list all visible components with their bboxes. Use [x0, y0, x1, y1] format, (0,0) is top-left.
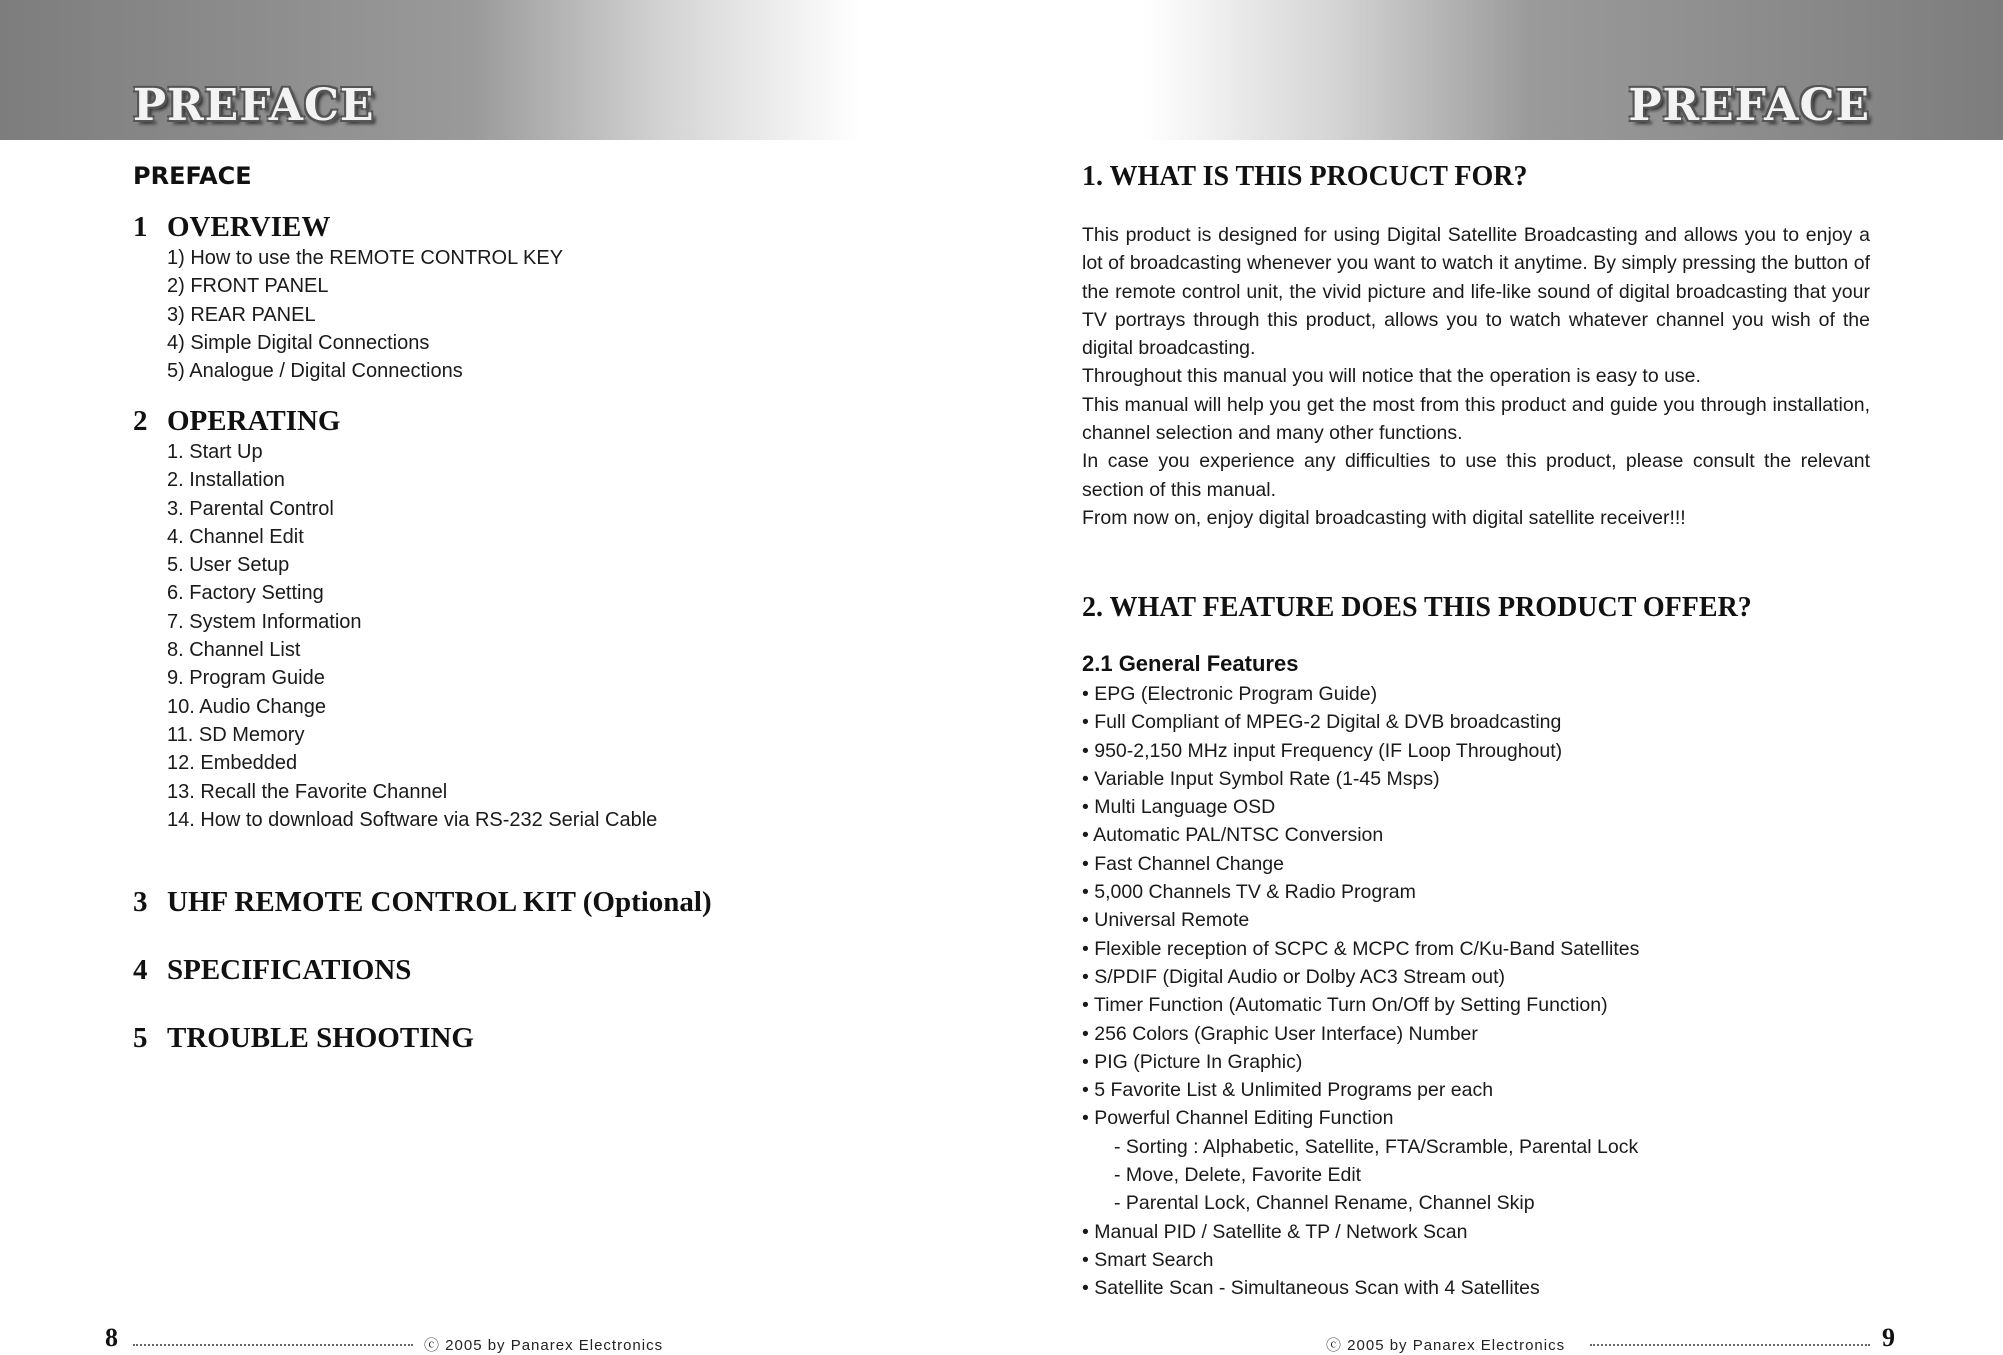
toc-section-number: 1 [133, 211, 148, 243]
feature-item: • Smart Search [1082, 1248, 1214, 1271]
toc-section-specifications[interactable] [133, 954, 411, 987]
feature-item: • Satellite Scan - Simultaneous Scan with 4 Satellites [1082, 1277, 1540, 1300]
header-band-right [1143, 0, 2003, 140]
toc-section-title: OPERATING [167, 405, 341, 437]
toc-item[interactable]: 4. Channel Edit [167, 525, 304, 548]
header-title-left: PREFACE [133, 80, 375, 131]
section2-title: 2. WHAT FEATURE DOES THIS PRODUCT OFFER? [1082, 592, 1752, 623]
paragraph: In case you experience any difficulties to use this product, please consult the relevant section of this manual. [1082, 450, 1870, 501]
toc-section-title: UHF REMOTE CONTROL KIT (Optional) [167, 886, 712, 918]
feature-item: • 950-2,150 MHz input Frequency (IF Loop Throughout) [1082, 739, 1563, 762]
footer-divider-left [133, 1344, 413, 1346]
toc-list-operating [167, 438, 657, 834]
toc-item[interactable]: 7. System Information [167, 610, 362, 633]
feature-item: • EPG (Electronic Program Guide) [1082, 683, 1378, 705]
feature-list [1082, 680, 1639, 1303]
toc-section-number: 4 [133, 954, 148, 986]
toc-heading: PREFACE [133, 162, 252, 190]
header-band-left [0, 0, 860, 140]
toc-item[interactable]: 10. Audio Change [167, 695, 327, 718]
toc-item[interactable]: 5. User Setup [167, 554, 290, 577]
page-number-right: 9 [1882, 1323, 1895, 1352]
toc-item[interactable]: 8. Channel List [167, 639, 301, 662]
toc-item[interactable]: 13. Recall the Favorite Channel [167, 780, 448, 803]
feature-item: • PIG (Picture In Graphic) [1082, 1050, 1303, 1073]
subsection-title: 2.1 General Features [1082, 651, 1299, 676]
feature-item: • Universal Remote [1082, 909, 1250, 932]
paragraph: Throughout this manual you will notice that the operation is easy to use. [1082, 365, 1701, 388]
feature-item: • Variable Input Symbol Rate (1-45 Msps) [1082, 767, 1440, 790]
toc-section-trouble-shooting[interactable] [133, 1022, 474, 1055]
toc-item[interactable]: 9. Program Guide [167, 667, 325, 690]
toc-item[interactable]: 12. Embedded [167, 752, 298, 775]
feature-item: • Flexible reception of SCPC & MCPC from C/Ku-Band Satellites [1082, 937, 1640, 960]
feature-item: • Full Compliant of MPEG-2 Digital & DVB broadcasting [1082, 711, 1562, 734]
feature-subitem: - Move, Delete, Favorite Edit [1114, 1164, 1362, 1187]
feature-subitem: - Parental Lock, Channel Rename, Channel Skip [1114, 1192, 1535, 1215]
copyright-right: ⓒ 2005 by Panarex Electronics [1326, 1337, 1566, 1354]
feature-item: • Fast Channel Change [1082, 852, 1284, 875]
toc-section-number: 3 [133, 886, 148, 918]
feature-subitem: - Sorting : Alphabetic, Satellite, FTA/Scramble, Parental Lock [1114, 1135, 1639, 1158]
toc-section-operating[interactable] [133, 405, 340, 438]
toc-item[interactable]: 14. How to download Software via RS-232 Serial Cable [167, 808, 658, 831]
copyright-left: ⓒ 2005 by Panarex Electronics [424, 1337, 664, 1354]
toc-section-title: SPECIFICATIONS [167, 954, 412, 986]
feature-item: • Powerful Channel Editing Function [1082, 1107, 1394, 1130]
feature-item: • 5,000 Channels TV & Radio Program [1082, 881, 1416, 904]
toc-item[interactable]: 3) REAR PANEL [167, 303, 316, 326]
toc-item[interactable]: 3. Parental Control [167, 497, 334, 520]
toc-section-number: 2 [133, 405, 148, 437]
paragraph: From now on, enjoy digital broadcasting with digital satellite receiver!!! [1082, 506, 1686, 529]
toc-section-number: 5 [133, 1022, 148, 1054]
toc-section-title: TROUBLE SHOOTING [167, 1022, 474, 1054]
toc-item[interactable]: 6. Factory Setting [167, 582, 324, 605]
footer-divider-right [1590, 1344, 1870, 1346]
feature-item: • Multi Language OSD [1082, 796, 1276, 819]
paragraph: This product is designed for using Digital Satellite Broadcasting and allows you to enjoy a lot of broadcasting whenever you want to watch it anytime. By simply pressing the button of the remote control unit, the vivid picture and life-like sound of digital broadcasting that your TV portrays through this product, allows you to watch whatever channel you wish of the digital broadcasting. [1082, 224, 1870, 360]
toc-item[interactable]: 1) How to use the REMOTE CONTROL KEY [167, 247, 564, 269]
feature-item: • 256 Colors (Graphic User Interface) Number [1082, 1022, 1478, 1045]
paragraph: This manual will help you get the most from this product and guide you through installation, channel selection and many other functions. [1082, 393, 1870, 445]
page-number-left: 8 [105, 1323, 118, 1352]
section1-title: 1. WHAT IS THIS PROCUCT FOR? [1082, 161, 1528, 192]
toc-item[interactable]: 4) Simple Digital Connections [167, 331, 430, 354]
feature-item: • Manual PID / Satellite & TP / Network Scan [1082, 1220, 1468, 1243]
toc-section-uhf-remote[interactable] [133, 886, 712, 919]
section1-body [1082, 221, 1870, 532]
toc-item[interactable]: 11. SD Memory [167, 723, 305, 746]
feature-item: • Timer Function (Automatic Turn On/Off by Setting Function) [1082, 994, 1608, 1017]
toc-item[interactable]: 1. Start Up [167, 441, 263, 463]
toc-item[interactable]: 2) FRONT PANEL [167, 275, 329, 298]
feature-item: • S/PDIF (Digital Audio or Dolby AC3 Stream out) [1082, 965, 1505, 988]
toc-section-title: OVERVIEW [167, 211, 331, 243]
feature-item: • Automatic PAL/NTSC Conversion [1082, 824, 1384, 847]
toc-item[interactable]: 5) Analogue / Digital Connections [167, 360, 463, 383]
toc-list-overview [167, 244, 563, 385]
header-title-right: PREFACE [1628, 80, 1870, 131]
toc-item[interactable]: 2. Installation [167, 469, 285, 492]
feature-item: • 5 Favorite List & Unlimited Programs per each [1082, 1079, 1494, 1102]
toc-section-overview[interactable] [133, 211, 330, 244]
